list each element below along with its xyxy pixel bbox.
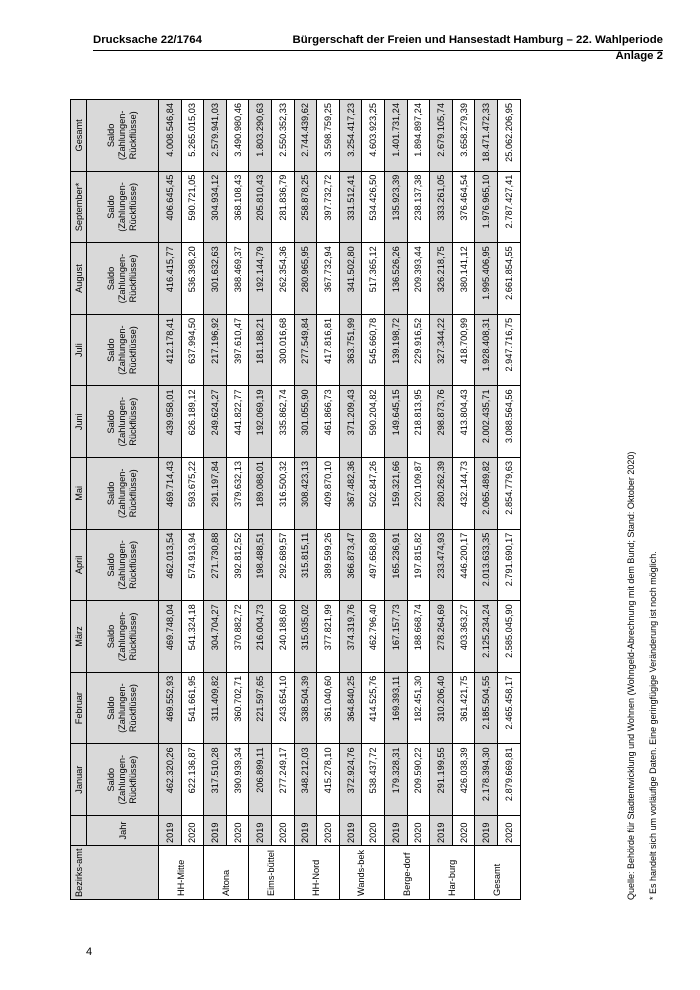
value-cell: 367.482,36 xyxy=(339,458,362,530)
value-cell: 366.873,47 xyxy=(339,529,362,601)
value-cell: 469.748,04 xyxy=(159,601,182,673)
value-cell: 3.490.980,46 xyxy=(226,100,249,172)
year-header: Jahr xyxy=(87,816,159,846)
table-row xyxy=(271,100,294,900)
value-cell: 206.899,11 xyxy=(249,744,272,816)
table-row xyxy=(317,100,340,900)
value-cell: 262.354,36 xyxy=(271,243,294,315)
table-row xyxy=(407,100,430,900)
header-rule xyxy=(93,50,663,51)
preliminary-footnote: * Es handelt sich um vorläufige Daten. Eine geringfügige Veränderung ist noch möglich. xyxy=(648,551,658,900)
value-cell: 169.393,11 xyxy=(384,672,407,744)
value-cell: 361.040,60 xyxy=(317,672,340,744)
value-cell: 4.008.546,84 xyxy=(159,100,182,172)
value-cell: 371.209,43 xyxy=(339,386,362,458)
value-cell: 291.197,84 xyxy=(204,458,227,530)
value-cell: 361.421,75 xyxy=(452,672,475,744)
value-cell: 139.198,72 xyxy=(384,314,407,386)
value-cell: 341.502,80 xyxy=(339,243,362,315)
month-header: April xyxy=(71,529,87,601)
value-cell: 622.136,87 xyxy=(181,744,204,816)
value-cell: 205.810,43 xyxy=(249,171,272,243)
value-cell: 538.437,72 xyxy=(362,744,385,816)
value-cell: 181.188,21 xyxy=(249,314,272,386)
value-cell: 593.675,22 xyxy=(181,458,204,530)
value-cell: 1.401.731,24 xyxy=(384,100,407,172)
value-cell: 374.319,76 xyxy=(339,601,362,673)
value-cell: 462.796,40 xyxy=(362,601,385,673)
value-cell: 315.035,02 xyxy=(294,601,317,673)
value-cell: 243.654,10 xyxy=(271,672,294,744)
value-cell: 304.934,12 xyxy=(204,171,227,243)
value-cell: 2.679.105,74 xyxy=(430,100,453,172)
district-name: Har-burg xyxy=(430,846,475,900)
value-cell: 541.324,18 xyxy=(181,601,204,673)
value-cell: 249.624,27 xyxy=(204,386,227,458)
month-header: Juni xyxy=(71,386,87,458)
value-cell: 637.994,50 xyxy=(181,314,204,386)
value-cell: 388.469,37 xyxy=(226,243,249,315)
value-cell: 291.199,55 xyxy=(430,744,453,816)
value-cell: 5.265.015,03 xyxy=(181,100,204,172)
value-cell: 397.732,72 xyxy=(317,171,340,243)
saldo-header: Saldo (Zahlungen- Rückflüsse) xyxy=(87,672,159,744)
value-cell: 192.144,79 xyxy=(249,243,272,315)
value-cell: 439.958,01 xyxy=(159,386,182,458)
value-cell: 317.510,28 xyxy=(204,744,227,816)
value-cell: 517.365,12 xyxy=(362,243,385,315)
value-cell: 2.787.427,41 xyxy=(497,171,520,243)
value-cell: 1.995.406,95 xyxy=(475,243,498,315)
value-cell: 469.714,43 xyxy=(159,458,182,530)
saldo-header: Saldo (Zahlungen- Rückflüsse) xyxy=(87,171,159,243)
value-cell: 25.062.206,95 xyxy=(497,100,520,172)
value-cell: 418.700,99 xyxy=(452,314,475,386)
value-cell: 198.488,51 xyxy=(249,529,272,601)
value-cell: 413.804,43 xyxy=(452,386,475,458)
value-cell: 370.882,72 xyxy=(226,601,249,673)
value-cell: 2.579.941,03 xyxy=(204,100,227,172)
value-cell: 368.108,43 xyxy=(226,171,249,243)
value-cell: 364.840,25 xyxy=(339,672,362,744)
value-cell: 277.249,17 xyxy=(271,744,294,816)
year-cell: 2019 xyxy=(430,816,453,846)
table-row xyxy=(497,100,520,900)
value-cell: 2.854.779,63 xyxy=(497,458,520,530)
value-cell: 3.598.759,25 xyxy=(317,100,340,172)
month-header: September* xyxy=(71,171,87,243)
year-cell: 2020 xyxy=(497,816,520,846)
month-header: August xyxy=(71,243,87,315)
value-cell: 2.585.045,90 xyxy=(497,601,520,673)
value-cell: 2.947.716,75 xyxy=(497,314,520,386)
district-name: Gesamt xyxy=(475,846,520,900)
value-cell: 590.721,05 xyxy=(181,171,204,243)
year-cell: 2020 xyxy=(452,816,475,846)
table-row xyxy=(226,100,249,900)
value-cell: 301.632,63 xyxy=(204,243,227,315)
saldo-header: Saldo (Zahlungen- Rückflüsse) xyxy=(87,386,159,458)
value-cell: 209.590,22 xyxy=(407,744,430,816)
value-cell: 426.038,39 xyxy=(452,744,475,816)
year-cell: 2019 xyxy=(249,816,272,846)
value-cell: 338.504,39 xyxy=(294,672,317,744)
value-cell: 397.610,47 xyxy=(226,314,249,386)
year-cell: 2020 xyxy=(226,816,249,846)
value-cell: 469.552,93 xyxy=(159,672,182,744)
value-cell: 316.500,32 xyxy=(271,458,294,530)
table-row xyxy=(384,100,407,900)
table-row xyxy=(181,100,204,900)
table-row xyxy=(204,100,227,900)
value-cell: 327.344,22 xyxy=(430,314,453,386)
value-cell: 417.816,81 xyxy=(317,314,340,386)
value-cell: 461.866,73 xyxy=(317,386,340,458)
annex-label: Anlage 2 xyxy=(615,50,663,62)
value-cell: 281.836,79 xyxy=(271,171,294,243)
value-cell: 300.016,68 xyxy=(271,314,294,386)
year-cell: 2019 xyxy=(204,816,227,846)
district-name: Eims-büttel xyxy=(249,846,294,900)
value-cell: 541.661,95 xyxy=(181,672,204,744)
table-row xyxy=(362,100,385,900)
value-cell: 229.916,52 xyxy=(407,314,430,386)
value-cell: 1.976.965,10 xyxy=(475,171,498,243)
value-cell: 217.196,92 xyxy=(204,314,227,386)
table-row xyxy=(475,100,498,900)
value-cell: 197.815,82 xyxy=(407,529,430,601)
saldo-header: Saldo (Zahlungen- Rückflüsse) xyxy=(87,243,159,315)
value-cell: 536.398,20 xyxy=(181,243,204,315)
source-footnote: Quelle: Behörde für Stadtentwicklung und Wohnen (Wohngeld-Abrechnung mit dem Bund; Stand: Oktober 2020) xyxy=(626,451,636,900)
year-cell: 2019 xyxy=(294,816,317,846)
value-cell: 2.185.504,55 xyxy=(475,672,498,744)
value-cell: 497.658,89 xyxy=(362,529,385,601)
table-row xyxy=(159,100,182,900)
value-cell: 390.939,34 xyxy=(226,744,249,816)
value-cell: 218.813,95 xyxy=(407,386,430,458)
value-cell: 271.730,88 xyxy=(204,529,227,601)
value-cell: 278.264,69 xyxy=(430,601,453,673)
value-cell: 280.262,39 xyxy=(430,458,453,530)
value-cell: 462.320,26 xyxy=(159,744,182,816)
value-cell: 326.218,75 xyxy=(430,243,453,315)
value-cell: 216.004,73 xyxy=(249,601,272,673)
value-cell: 412.178,41 xyxy=(159,314,182,386)
month-header: Januar xyxy=(71,744,87,816)
value-cell: 414.525,76 xyxy=(362,672,385,744)
month-header: März xyxy=(71,601,87,673)
value-cell: 298.873,76 xyxy=(430,386,453,458)
value-cell: 367.732,94 xyxy=(317,243,340,315)
saldo-header: Saldo (Zahlungen- Rückflüsse) xyxy=(87,458,159,530)
saldo-header: Saldo (Zahlungen- Rückflüsse) xyxy=(87,100,159,172)
value-cell: 2.879.669,81 xyxy=(497,744,520,816)
value-cell: 2.661.854,55 xyxy=(497,243,520,315)
value-cell: 3.254.417,23 xyxy=(339,100,362,172)
value-cell: 189.088,01 xyxy=(249,458,272,530)
table-row xyxy=(452,100,475,900)
year-cell: 2019 xyxy=(159,816,182,846)
table-row xyxy=(430,100,453,900)
value-cell: 2.791.690,17 xyxy=(497,529,520,601)
district-name: Altona xyxy=(204,846,249,900)
value-cell: 379.632,13 xyxy=(226,458,249,530)
value-cell: 167.157,73 xyxy=(384,601,407,673)
saldo-header: Saldo (Zahlungen- Rückflüsse) xyxy=(87,601,159,673)
value-cell: 2.002.435,71 xyxy=(475,386,498,458)
district-name: Wands-bek xyxy=(339,846,384,900)
value-cell: 409.870,10 xyxy=(317,458,340,530)
value-cell: 1.894.897,24 xyxy=(407,100,430,172)
value-cell: 415.278,10 xyxy=(317,744,340,816)
year-cell: 2020 xyxy=(271,816,294,846)
district-name: HH-Mitte xyxy=(159,846,204,900)
value-cell: 502.847,26 xyxy=(362,458,385,530)
value-cell: 209.393,44 xyxy=(407,243,430,315)
month-header: Februar xyxy=(71,672,87,744)
value-cell: 416.415,77 xyxy=(159,243,182,315)
district-header: Bezirks-amt xyxy=(71,846,159,900)
value-cell: 372.924,76 xyxy=(339,744,362,816)
year-cell: 2019 xyxy=(384,816,407,846)
value-cell: 311.409,82 xyxy=(204,672,227,744)
value-cell: 136.526,26 xyxy=(384,243,407,315)
value-cell: 1.928.408,31 xyxy=(475,314,498,386)
table-row xyxy=(339,100,362,900)
year-cell: 2019 xyxy=(475,816,498,846)
value-cell: 534.426,50 xyxy=(362,171,385,243)
rotated-content xyxy=(70,100,680,900)
value-cell: 188.668,74 xyxy=(407,601,430,673)
value-cell: 363.751,99 xyxy=(339,314,362,386)
value-cell: 360.702,71 xyxy=(226,672,249,744)
value-cell: 545.660,78 xyxy=(362,314,385,386)
saldo-header: Saldo (Zahlungen- Rückflüsse) xyxy=(87,314,159,386)
month-header: Mai xyxy=(71,458,87,530)
value-cell: 3.088.564,56 xyxy=(497,386,520,458)
value-cell: 335.862,74 xyxy=(271,386,294,458)
year-cell: 2020 xyxy=(362,816,385,846)
year-cell: 2019 xyxy=(339,816,362,846)
table-body xyxy=(159,100,521,900)
value-cell: 626.189,12 xyxy=(181,386,204,458)
value-cell: 258.878,25 xyxy=(294,171,317,243)
table-row xyxy=(249,100,272,900)
month-header: Juli xyxy=(71,314,87,386)
housing-allowance-table xyxy=(70,99,521,900)
value-cell: 432.144,73 xyxy=(452,458,475,530)
value-cell: 392.812,52 xyxy=(226,529,249,601)
year-cell: 2020 xyxy=(317,816,340,846)
value-cell: 301.055,90 xyxy=(294,386,317,458)
value-cell: 446.200,17 xyxy=(452,529,475,601)
value-cell: 149.645,15 xyxy=(384,386,407,458)
value-cell: 308.423,13 xyxy=(294,458,317,530)
district-name: Berge-dorf xyxy=(384,846,429,900)
value-cell: 238.137,38 xyxy=(407,171,430,243)
value-cell: 462.013,54 xyxy=(159,529,182,601)
table-row xyxy=(294,100,317,900)
value-cell: 2.125.234,24 xyxy=(475,601,498,673)
saldo-header: Saldo (Zahlungen- Rückflüsse) xyxy=(87,744,159,816)
value-cell: 380.141,12 xyxy=(452,243,475,315)
year-cell: 2020 xyxy=(181,816,204,846)
value-cell: 403.363,27 xyxy=(452,601,475,673)
value-cell: 406.645,45 xyxy=(159,171,182,243)
value-cell: 220.109,87 xyxy=(407,458,430,530)
value-cell: 333.261,05 xyxy=(430,171,453,243)
value-cell: 2.744.439,62 xyxy=(294,100,317,172)
value-cell: 221.597,65 xyxy=(249,672,272,744)
value-cell: 240.188,60 xyxy=(271,601,294,673)
value-cell: 159.321,66 xyxy=(384,458,407,530)
value-cell: 315.815,11 xyxy=(294,529,317,601)
value-cell: 590.204,82 xyxy=(362,386,385,458)
value-cell: 377.821,99 xyxy=(317,601,340,673)
value-cell: 348.212,03 xyxy=(294,744,317,816)
page-number: 4 xyxy=(86,946,93,958)
value-cell: 3.658.279,39 xyxy=(452,100,475,172)
value-cell: 310.206,40 xyxy=(430,672,453,744)
value-cell: 135.923,39 xyxy=(384,171,407,243)
value-cell: 277.549,84 xyxy=(294,314,317,386)
total-header: Gesamt xyxy=(71,100,87,172)
district-name: HH-Nord xyxy=(294,846,339,900)
value-cell: 292.689,57 xyxy=(271,529,294,601)
value-cell: 376.464,54 xyxy=(452,171,475,243)
value-cell: 574.913,94 xyxy=(181,529,204,601)
value-cell: 192.069,19 xyxy=(249,386,272,458)
value-cell: 2.013.633,35 xyxy=(475,529,498,601)
value-cell: 389.599,26 xyxy=(317,529,340,601)
value-cell: 2.550.352,33 xyxy=(271,100,294,172)
year-header-top xyxy=(71,816,87,846)
document-number: Drucksache 22/1764 xyxy=(93,34,202,46)
value-cell: 1.803.290,63 xyxy=(249,100,272,172)
parliament-title: Bürgerschaft der Freien und Hansestadt Hamburg – 22. Wahlperiode xyxy=(292,34,663,46)
value-cell: 2.065.489,82 xyxy=(475,458,498,530)
value-cell: 2.178.394,30 xyxy=(475,744,498,816)
value-cell: 18.471.472,33 xyxy=(475,100,498,172)
value-cell: 280.965,95 xyxy=(294,243,317,315)
value-cell: 182.451,30 xyxy=(407,672,430,744)
saldo-header: Saldo (Zahlungen- Rückflüsse) xyxy=(87,529,159,601)
value-cell: 165.236,91 xyxy=(384,529,407,601)
year-cell: 2020 xyxy=(407,816,430,846)
value-cell: 179.328,31 xyxy=(384,744,407,816)
value-cell: 331.512,41 xyxy=(339,171,362,243)
value-cell: 2.465.458,17 xyxy=(497,672,520,744)
value-cell: 4.603.923,25 xyxy=(362,100,385,172)
value-cell: 441.822,77 xyxy=(226,386,249,458)
value-cell: 304.704,27 xyxy=(204,601,227,673)
value-cell: 233.474,93 xyxy=(430,529,453,601)
